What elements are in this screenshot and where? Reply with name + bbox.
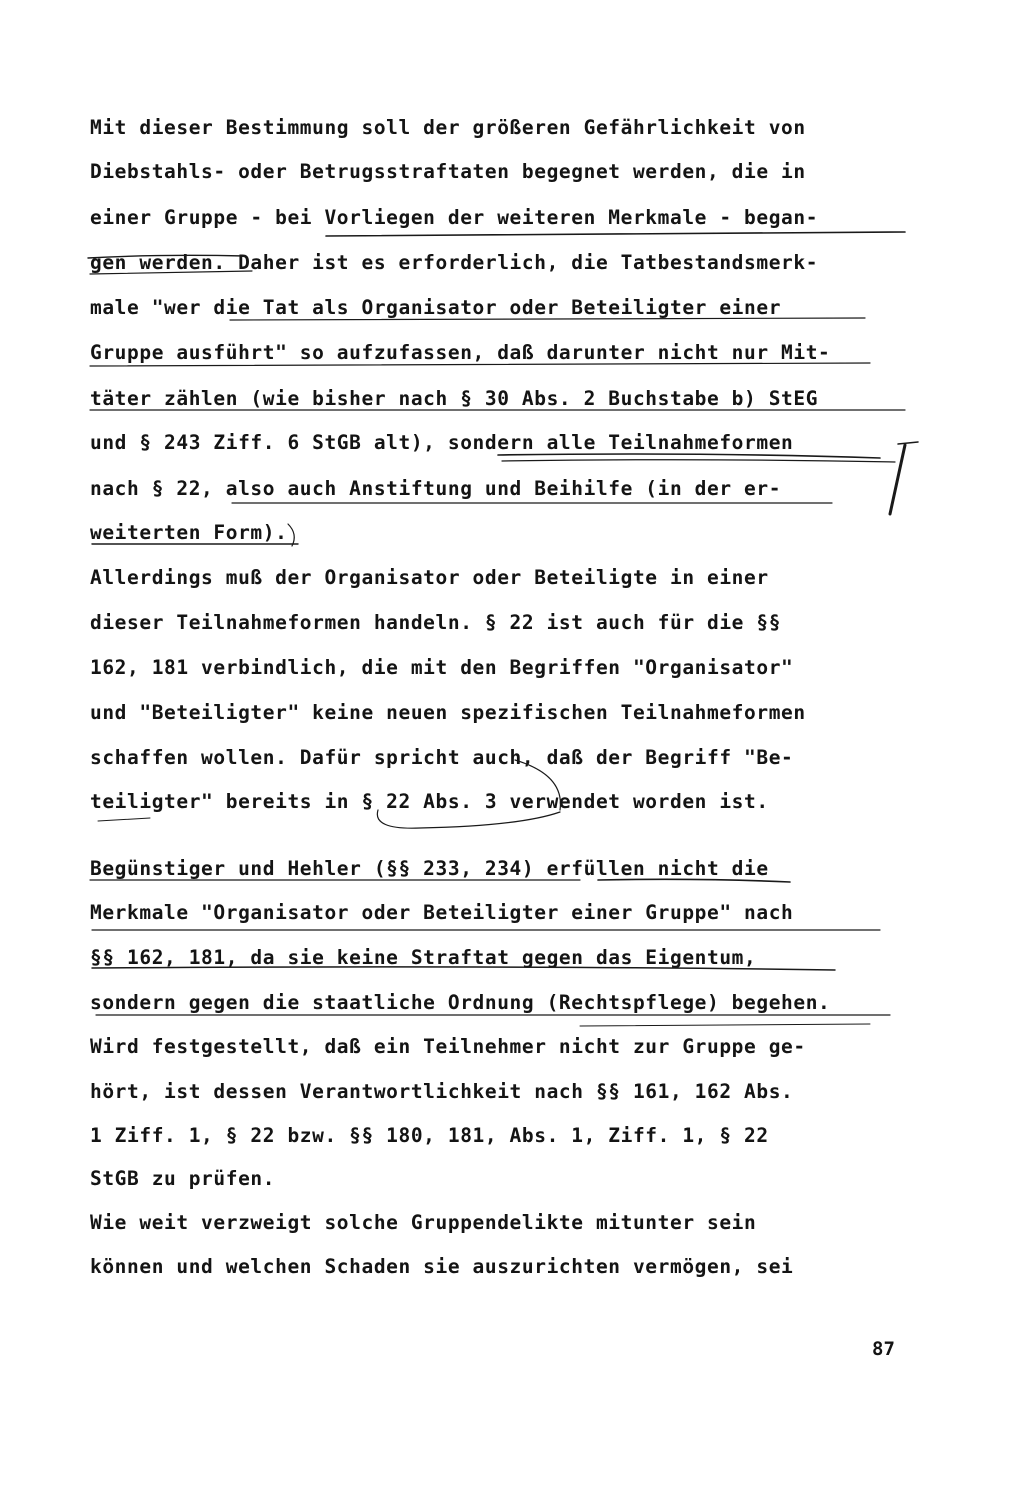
text-line: nach § 22, also auch Anstiftung und Beihilfe (in der er- — [90, 477, 782, 500]
underline-mark — [288, 524, 294, 546]
page-number: 87 — [872, 1338, 895, 1360]
text-line: schaffen wollen. Dafür spricht auch, daß der Begriff "Be- — [90, 746, 794, 769]
text-line: hört, ist dessen Verantwortlichkeit nach §§ 161, 162 Abs. — [90, 1080, 794, 1103]
text-line: §§ 162, 181, da sie keine Straftat gegen das Eigentum, — [90, 946, 757, 969]
text-line: Merkmale "Organisator oder Beteiligter einer Gruppe" nach — [90, 901, 794, 924]
underline-mark — [326, 232, 905, 236]
text-line: 162, 181 verbindlich, die mit den Begriffen "Organisator" — [90, 656, 794, 679]
text-line: Begünstiger und Hehler (§§ 233, 234) erfüllen nicht die — [90, 857, 769, 880]
text-line: können und welchen Schaden sie auszurichten vermögen, sei — [90, 1255, 794, 1278]
text-line: male "wer die Tat als Organisator oder Beteiligter einer — [90, 296, 782, 319]
text-line: Mit dieser Bestimmung soll der größeren Gefährlichkeit von — [90, 116, 806, 139]
text-line: StGB zu prüfen. — [90, 1167, 276, 1190]
text-line: dieser Teilnahmeformen handeln. § 22 ist auch für die §§ — [90, 611, 782, 634]
text-line: Wird festgestellt, daß ein Teilnehmer nicht zur Gruppe ge- — [90, 1035, 806, 1058]
text-line: weiterten Form). — [90, 521, 288, 544]
text-line: teiligter" bereits in § 22 Abs. 3 verwendet worden ist. — [90, 790, 769, 813]
text-line: Allerdings muß der Organisator oder Beteiligte in einer — [90, 566, 769, 589]
text-line: 1 Ziff. 1, § 22 bzw. §§ 180, 181, Abs. 1, Ziff. 1, § 22 — [90, 1124, 769, 1147]
text-line: gen werden. Daher ist es erforderlich, die Tatbestandsmerk- — [90, 251, 819, 274]
text-line: Wie weit verzweigt solche Gruppendelikte mitunter sein — [90, 1211, 757, 1234]
text-line: täter zählen (wie bisher nach § 30 Abs. 2 Buchstabe b) StEG — [90, 387, 819, 410]
text-line: und "Beteiligter" keine neuen spezifischen Teilnahmeformen — [90, 701, 806, 724]
margin-mark — [890, 445, 905, 514]
margin-mark — [898, 442, 918, 444]
text-line: sondern gegen die staatliche Ordnung (Rechtspflege) begehen. — [90, 991, 831, 1014]
underline-mark — [580, 1024, 870, 1026]
text-line: und § 243 Ziff. 6 StGB alt), sondern alle Teilnahmeformen — [90, 431, 794, 454]
text-line: Diebstahls- oder Betrugsstraftaten begegnet werden, die in — [90, 160, 806, 183]
underline-mark — [502, 460, 895, 462]
text-line: Gruppe ausführt" so aufzufassen, daß darunter nicht nur Mit- — [90, 341, 831, 364]
margin-mark — [98, 818, 150, 821]
text-line: einer Gruppe - bei Vorliegen der weiteren Merkmale - began- — [90, 206, 819, 229]
